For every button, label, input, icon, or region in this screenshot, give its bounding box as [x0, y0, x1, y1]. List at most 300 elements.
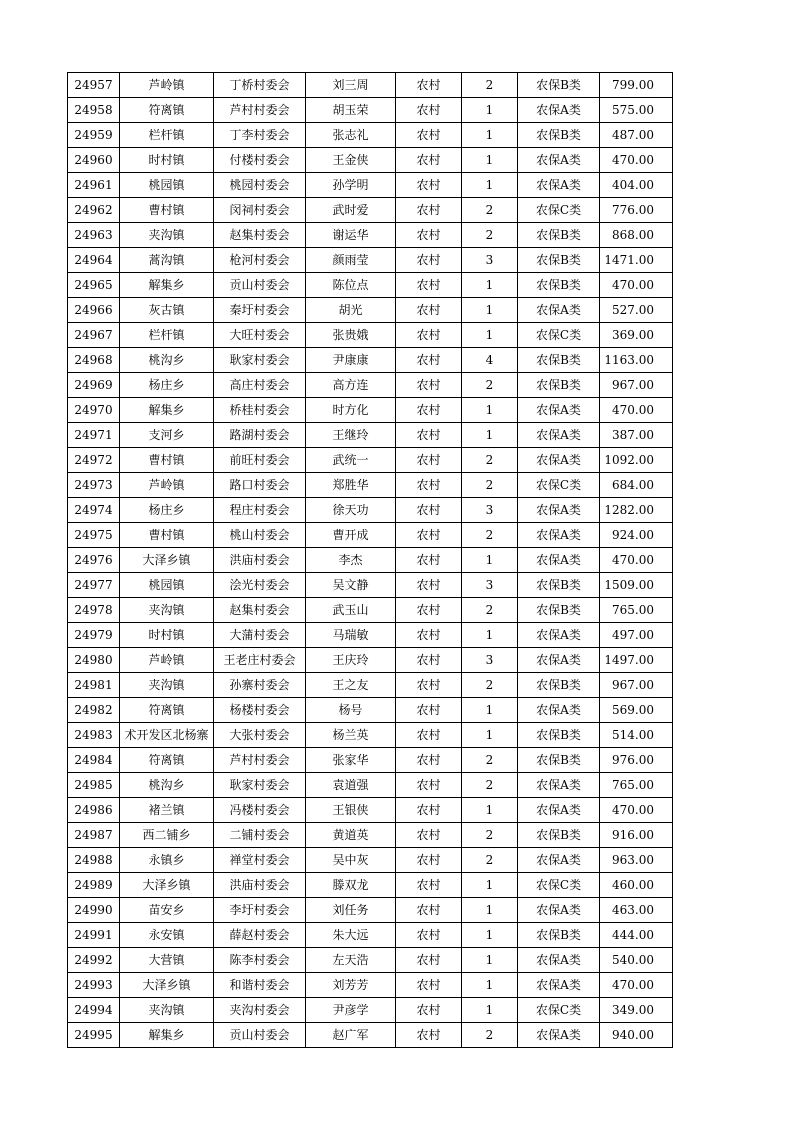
record-id-cell: 24975 — [68, 523, 120, 548]
table-row — [68, 573, 673, 598]
household-count-cell: 2 — [462, 223, 518, 248]
person-name-cell: 王银侠 — [306, 798, 396, 823]
amount-cell: 569.00 — [600, 698, 673, 723]
town-cell: 桃园镇 — [120, 173, 214, 198]
household-count-cell: 1 — [462, 123, 518, 148]
insurance-category-cell: 农保B类 — [518, 598, 600, 623]
person-name-cell: 张志礼 — [306, 123, 396, 148]
area-type-cell: 农村 — [396, 298, 462, 323]
town-cell: 符离镇 — [120, 748, 214, 773]
record-id-cell: 24981 — [68, 673, 120, 698]
amount-cell: 1163.00 — [600, 348, 673, 373]
amount-cell: 497.00 — [600, 623, 673, 648]
record-id-cell: 24992 — [68, 948, 120, 973]
record-id-cell: 24972 — [68, 448, 120, 473]
amount-cell: 940.00 — [600, 1023, 673, 1048]
household-count-cell: 2 — [462, 1023, 518, 1048]
insurance-category-cell: 农保A类 — [518, 148, 600, 173]
town-cell: 符离镇 — [120, 698, 214, 723]
village-committee-cell: 高庄村委会 — [214, 373, 306, 398]
table-row — [68, 623, 673, 648]
person-name-cell: 徐天功 — [306, 498, 396, 523]
village-committee-cell: 大旺村委会 — [214, 323, 306, 348]
amount-cell: 963.00 — [600, 848, 673, 873]
town-cell: 夹沟镇 — [120, 673, 214, 698]
amount-cell: 765.00 — [600, 598, 673, 623]
area-type-cell: 农村 — [396, 798, 462, 823]
town-cell: 符离镇 — [120, 98, 214, 123]
amount-cell: 1471.00 — [600, 248, 673, 273]
village-committee-cell: 桃园村委会 — [214, 173, 306, 198]
household-count-cell: 4 — [462, 348, 518, 373]
village-committee-cell: 洪庙村委会 — [214, 873, 306, 898]
amount-cell: 514.00 — [600, 723, 673, 748]
amount-cell: 369.00 — [600, 323, 673, 348]
table-row — [68, 648, 673, 673]
person-name-cell: 杨兰英 — [306, 723, 396, 748]
insurance-category-cell: 农保A类 — [518, 173, 600, 198]
insurance-category-cell: 农保A类 — [518, 648, 600, 673]
table-row — [68, 498, 673, 523]
amount-cell: 1282.00 — [600, 498, 673, 523]
household-count-cell: 3 — [462, 248, 518, 273]
town-cell: 大泽乡镇 — [120, 548, 214, 573]
record-id-cell: 24995 — [68, 1023, 120, 1048]
table-row — [68, 273, 673, 298]
person-name-cell: 王庆玲 — [306, 648, 396, 673]
person-name-cell: 胡玉荣 — [306, 98, 396, 123]
insurance-category-cell: 农保C类 — [518, 998, 600, 1023]
village-committee-cell: 桥桂村委会 — [214, 398, 306, 423]
table-row — [68, 748, 673, 773]
town-cell: 夹沟镇 — [120, 598, 214, 623]
town-cell: 解集乡 — [120, 273, 214, 298]
amount-cell: 967.00 — [600, 673, 673, 698]
town-cell: 桃园镇 — [120, 573, 214, 598]
amount-cell: 540.00 — [600, 948, 673, 973]
area-type-cell: 农村 — [396, 773, 462, 798]
insurance-category-cell: 农保C类 — [518, 873, 600, 898]
town-cell: 曹村镇 — [120, 448, 214, 473]
area-type-cell: 农村 — [396, 648, 462, 673]
table-row — [68, 348, 673, 373]
table-row — [68, 123, 673, 148]
area-type-cell: 农村 — [396, 373, 462, 398]
table-row — [68, 723, 673, 748]
household-count-cell: 3 — [462, 498, 518, 523]
record-id-cell: 24968 — [68, 348, 120, 373]
village-committee-cell: 贡山村委会 — [214, 273, 306, 298]
village-committee-cell: 二铺村委会 — [214, 823, 306, 848]
household-count-cell: 2 — [462, 823, 518, 848]
record-id-cell: 24961 — [68, 173, 120, 198]
area-type-cell: 农村 — [396, 498, 462, 523]
table-row — [68, 198, 673, 223]
record-id-cell: 24959 — [68, 123, 120, 148]
village-committee-cell: 前旺村委会 — [214, 448, 306, 473]
town-cell: 栏杆镇 — [120, 123, 214, 148]
household-count-cell: 2 — [462, 373, 518, 398]
table-row — [68, 398, 673, 423]
insurance-category-cell: 农保B类 — [518, 748, 600, 773]
town-cell: 芦岭镇 — [120, 73, 214, 98]
area-type-cell: 农村 — [396, 248, 462, 273]
area-type-cell: 农村 — [396, 748, 462, 773]
record-id-cell: 24966 — [68, 298, 120, 323]
insurance-category-cell: 农保A类 — [518, 298, 600, 323]
table-row — [68, 1023, 673, 1048]
insurance-category-cell: 农保C类 — [518, 323, 600, 348]
amount-cell: 404.00 — [600, 173, 673, 198]
town-cell: 永安镇 — [120, 923, 214, 948]
area-type-cell: 农村 — [396, 848, 462, 873]
table-row — [68, 223, 673, 248]
amount-cell: 916.00 — [600, 823, 673, 848]
person-name-cell: 谢运华 — [306, 223, 396, 248]
area-type-cell: 农村 — [396, 998, 462, 1023]
table-row — [68, 848, 673, 873]
village-committee-cell: 杨楼村委会 — [214, 698, 306, 723]
person-name-cell: 尹康康 — [306, 348, 396, 373]
household-count-cell: 1 — [462, 148, 518, 173]
amount-cell: 470.00 — [600, 148, 673, 173]
table-row — [68, 323, 673, 348]
insurance-category-cell: 农保B类 — [518, 923, 600, 948]
area-type-cell: 农村 — [396, 548, 462, 573]
table-body — [68, 73, 673, 1048]
household-count-cell: 2 — [462, 773, 518, 798]
person-name-cell: 马瑞敏 — [306, 623, 396, 648]
amount-cell: 470.00 — [600, 398, 673, 423]
table-row — [68, 373, 673, 398]
insurance-category-cell: 农保A类 — [518, 773, 600, 798]
table-row — [68, 798, 673, 823]
village-committee-cell: 夹沟村委会 — [214, 998, 306, 1023]
village-committee-cell: 禅堂村委会 — [214, 848, 306, 873]
insurance-category-cell: 农保A类 — [518, 98, 600, 123]
amount-cell: 684.00 — [600, 473, 673, 498]
village-committee-cell: 孙寨村委会 — [214, 673, 306, 698]
amount-cell: 460.00 — [600, 873, 673, 898]
household-count-cell: 1 — [462, 898, 518, 923]
table-row — [68, 173, 673, 198]
insurance-category-cell: 农保B类 — [518, 673, 600, 698]
record-id-cell: 24971 — [68, 423, 120, 448]
amount-cell: 444.00 — [600, 923, 673, 948]
household-count-cell: 1 — [462, 423, 518, 448]
insurance-category-cell: 农保A类 — [518, 948, 600, 973]
village-committee-cell: 陈李村委会 — [214, 948, 306, 973]
household-count-cell: 1 — [462, 948, 518, 973]
area-type-cell: 农村 — [396, 223, 462, 248]
area-type-cell: 农村 — [396, 473, 462, 498]
household-count-cell: 2 — [462, 448, 518, 473]
area-type-cell: 农村 — [396, 573, 462, 598]
person-name-cell: 李杰 — [306, 548, 396, 573]
insurance-category-cell: 农保B类 — [518, 348, 600, 373]
amount-cell: 575.00 — [600, 98, 673, 123]
record-id-cell: 24969 — [68, 373, 120, 398]
town-cell: 解集乡 — [120, 1023, 214, 1048]
record-id-cell: 24976 — [68, 548, 120, 573]
area-type-cell: 农村 — [396, 673, 462, 698]
household-count-cell: 2 — [462, 673, 518, 698]
town-cell: 栏杆镇 — [120, 323, 214, 348]
person-name-cell: 郑胜华 — [306, 473, 396, 498]
village-committee-cell: 丁桥村委会 — [214, 73, 306, 98]
record-id-cell: 24988 — [68, 848, 120, 873]
town-cell: 时村镇 — [120, 148, 214, 173]
household-count-cell: 1 — [462, 873, 518, 898]
town-cell: 夹沟镇 — [120, 223, 214, 248]
table-row — [68, 298, 673, 323]
record-id-cell: 24982 — [68, 698, 120, 723]
town-cell: 解集乡 — [120, 398, 214, 423]
person-name-cell: 刘任务 — [306, 898, 396, 923]
record-id-cell: 24957 — [68, 73, 120, 98]
person-name-cell: 袁道强 — [306, 773, 396, 798]
village-committee-cell: 浍光村委会 — [214, 573, 306, 598]
table-row — [68, 73, 673, 98]
town-cell: 蒿沟镇 — [120, 248, 214, 273]
record-id-cell: 24993 — [68, 973, 120, 998]
amount-cell: 967.00 — [600, 373, 673, 398]
person-name-cell: 王之友 — [306, 673, 396, 698]
record-id-cell: 24979 — [68, 623, 120, 648]
town-cell: 大泽乡镇 — [120, 973, 214, 998]
record-id-cell: 24965 — [68, 273, 120, 298]
household-count-cell: 2 — [462, 848, 518, 873]
amount-cell: 924.00 — [600, 523, 673, 548]
household-count-cell: 2 — [462, 73, 518, 98]
town-cell: 桃沟乡 — [120, 348, 214, 373]
household-count-cell: 1 — [462, 173, 518, 198]
person-name-cell: 赵广军 — [306, 1023, 396, 1048]
person-name-cell: 武玉山 — [306, 598, 396, 623]
household-count-cell: 3 — [462, 573, 518, 598]
table-row — [68, 423, 673, 448]
household-count-cell: 1 — [462, 798, 518, 823]
amount-cell: 470.00 — [600, 273, 673, 298]
record-id-cell: 24958 — [68, 98, 120, 123]
record-id-cell: 24994 — [68, 998, 120, 1023]
town-cell: 支河乡 — [120, 423, 214, 448]
amount-cell: 470.00 — [600, 548, 673, 573]
household-count-cell: 3 — [462, 648, 518, 673]
person-name-cell: 王金侠 — [306, 148, 396, 173]
insurance-category-cell: 农保C类 — [518, 473, 600, 498]
town-cell: 灰古镇 — [120, 298, 214, 323]
record-id-cell: 24990 — [68, 898, 120, 923]
town-cell: 夹沟镇 — [120, 998, 214, 1023]
record-table — [67, 72, 673, 1048]
village-committee-cell: 和谐村委会 — [214, 973, 306, 998]
area-type-cell: 农村 — [396, 173, 462, 198]
record-id-cell: 24983 — [68, 723, 120, 748]
village-committee-cell: 芦村村委会 — [214, 748, 306, 773]
town-cell: 术开发区北杨寨 — [120, 723, 214, 748]
person-name-cell: 武时爱 — [306, 198, 396, 223]
table-row — [68, 448, 673, 473]
insurance-category-cell: 农保A类 — [518, 423, 600, 448]
amount-cell: 349.00 — [600, 998, 673, 1023]
insurance-category-cell: 农保B类 — [518, 248, 600, 273]
insurance-category-cell: 农保A类 — [518, 798, 600, 823]
insurance-category-cell: 农保A类 — [518, 548, 600, 573]
table-row — [68, 98, 673, 123]
area-type-cell: 农村 — [396, 598, 462, 623]
person-name-cell: 胡光 — [306, 298, 396, 323]
village-committee-cell: 芦村村委会 — [214, 98, 306, 123]
table-row — [68, 598, 673, 623]
record-id-cell: 24973 — [68, 473, 120, 498]
town-cell: 桃沟乡 — [120, 773, 214, 798]
area-type-cell: 农村 — [396, 948, 462, 973]
amount-cell: 976.00 — [600, 748, 673, 773]
record-id-cell: 24978 — [68, 598, 120, 623]
table-row — [68, 473, 673, 498]
insurance-category-cell: 农保A类 — [518, 973, 600, 998]
table-row — [68, 898, 673, 923]
insurance-category-cell: 农保B类 — [518, 123, 600, 148]
amount-cell: 463.00 — [600, 898, 673, 923]
household-count-cell: 1 — [462, 998, 518, 1023]
amount-cell: 776.00 — [600, 198, 673, 223]
table-row — [68, 948, 673, 973]
table-row — [68, 973, 673, 998]
village-committee-cell: 李圩村委会 — [214, 898, 306, 923]
area-type-cell: 农村 — [396, 73, 462, 98]
town-cell: 西二铺乡 — [120, 823, 214, 848]
record-id-cell: 24967 — [68, 323, 120, 348]
amount-cell: 487.00 — [600, 123, 673, 148]
amount-cell: 527.00 — [600, 298, 673, 323]
town-cell: 苗安乡 — [120, 898, 214, 923]
household-count-cell: 2 — [462, 598, 518, 623]
insurance-category-cell: 农保A类 — [518, 898, 600, 923]
person-name-cell: 朱大远 — [306, 923, 396, 948]
area-type-cell: 农村 — [396, 923, 462, 948]
record-id-cell: 24991 — [68, 923, 120, 948]
insurance-category-cell: 农保B类 — [518, 223, 600, 248]
area-type-cell: 农村 — [396, 1023, 462, 1048]
area-type-cell: 农村 — [396, 448, 462, 473]
table-row — [68, 673, 673, 698]
area-type-cell: 农村 — [396, 323, 462, 348]
town-cell: 永镇乡 — [120, 848, 214, 873]
table-row — [68, 873, 673, 898]
insurance-category-cell: 农保B类 — [518, 373, 600, 398]
record-id-cell: 24960 — [68, 148, 120, 173]
area-type-cell: 农村 — [396, 123, 462, 148]
household-count-cell: 2 — [462, 523, 518, 548]
table-row — [68, 823, 673, 848]
household-count-cell: 1 — [462, 98, 518, 123]
person-name-cell: 武统一 — [306, 448, 396, 473]
town-cell: 曹村镇 — [120, 198, 214, 223]
amount-cell: 470.00 — [600, 973, 673, 998]
record-id-cell: 24962 — [68, 198, 120, 223]
insurance-category-cell: 农保A类 — [518, 623, 600, 648]
table-row — [68, 773, 673, 798]
area-type-cell: 农村 — [396, 198, 462, 223]
insurance-category-cell: 农保B类 — [518, 723, 600, 748]
area-type-cell: 农村 — [396, 723, 462, 748]
village-committee-cell: 赵集村委会 — [214, 223, 306, 248]
table-row — [68, 523, 673, 548]
amount-cell: 868.00 — [600, 223, 673, 248]
village-committee-cell: 王老庄村委会 — [214, 648, 306, 673]
household-count-cell: 1 — [462, 548, 518, 573]
insurance-category-cell: 农保A类 — [518, 848, 600, 873]
insurance-category-cell: 农保A类 — [518, 1023, 600, 1048]
person-name-cell: 刘芳芳 — [306, 973, 396, 998]
amount-cell: 1497.00 — [600, 648, 673, 673]
area-type-cell: 农村 — [396, 273, 462, 298]
village-committee-cell: 贡山村委会 — [214, 1023, 306, 1048]
person-name-cell: 张家华 — [306, 748, 396, 773]
table-row — [68, 548, 673, 573]
record-id-cell: 24964 — [68, 248, 120, 273]
amount-cell: 387.00 — [600, 423, 673, 448]
amount-cell: 1092.00 — [600, 448, 673, 473]
person-name-cell: 王继玲 — [306, 423, 396, 448]
village-committee-cell: 程庄村委会 — [214, 498, 306, 523]
insurance-category-cell: 农保B类 — [518, 823, 600, 848]
amount-cell: 470.00 — [600, 798, 673, 823]
area-type-cell: 农村 — [396, 398, 462, 423]
household-count-cell: 1 — [462, 723, 518, 748]
insurance-category-cell: 农保A类 — [518, 448, 600, 473]
person-name-cell: 曹开成 — [306, 523, 396, 548]
amount-cell: 765.00 — [600, 773, 673, 798]
village-committee-cell: 薛赵村委会 — [214, 923, 306, 948]
insurance-category-cell: 农保A类 — [518, 523, 600, 548]
village-committee-cell: 路湖村委会 — [214, 423, 306, 448]
village-committee-cell: 冯楼村委会 — [214, 798, 306, 823]
person-name-cell: 颜雨莹 — [306, 248, 396, 273]
amount-cell: 1509.00 — [600, 573, 673, 598]
record-id-cell: 24989 — [68, 873, 120, 898]
table-row — [68, 923, 673, 948]
record-id-cell: 24985 — [68, 773, 120, 798]
person-name-cell: 高方连 — [306, 373, 396, 398]
insurance-category-cell: 农保A类 — [518, 398, 600, 423]
record-id-cell: 24963 — [68, 223, 120, 248]
household-count-cell: 1 — [462, 623, 518, 648]
record-id-cell: 24984 — [68, 748, 120, 773]
insurance-category-cell: 农保B类 — [518, 73, 600, 98]
household-count-cell: 2 — [462, 198, 518, 223]
town-cell: 大营镇 — [120, 948, 214, 973]
household-count-cell: 1 — [462, 323, 518, 348]
person-name-cell: 左天浩 — [306, 948, 396, 973]
area-type-cell: 农村 — [396, 973, 462, 998]
town-cell: 芦岭镇 — [120, 648, 214, 673]
person-name-cell: 陈位点 — [306, 273, 396, 298]
person-name-cell: 时方化 — [306, 398, 396, 423]
person-name-cell: 吴中灰 — [306, 848, 396, 873]
village-committee-cell: 大蒲村委会 — [214, 623, 306, 648]
area-type-cell: 农村 — [396, 523, 462, 548]
amount-cell: 799.00 — [600, 73, 673, 98]
person-name-cell: 尹彦学 — [306, 998, 396, 1023]
area-type-cell: 农村 — [396, 148, 462, 173]
person-name-cell: 杨号 — [306, 698, 396, 723]
village-committee-cell: 闵祠村委会 — [214, 198, 306, 223]
town-cell: 杨庄乡 — [120, 373, 214, 398]
town-cell: 大泽乡镇 — [120, 873, 214, 898]
